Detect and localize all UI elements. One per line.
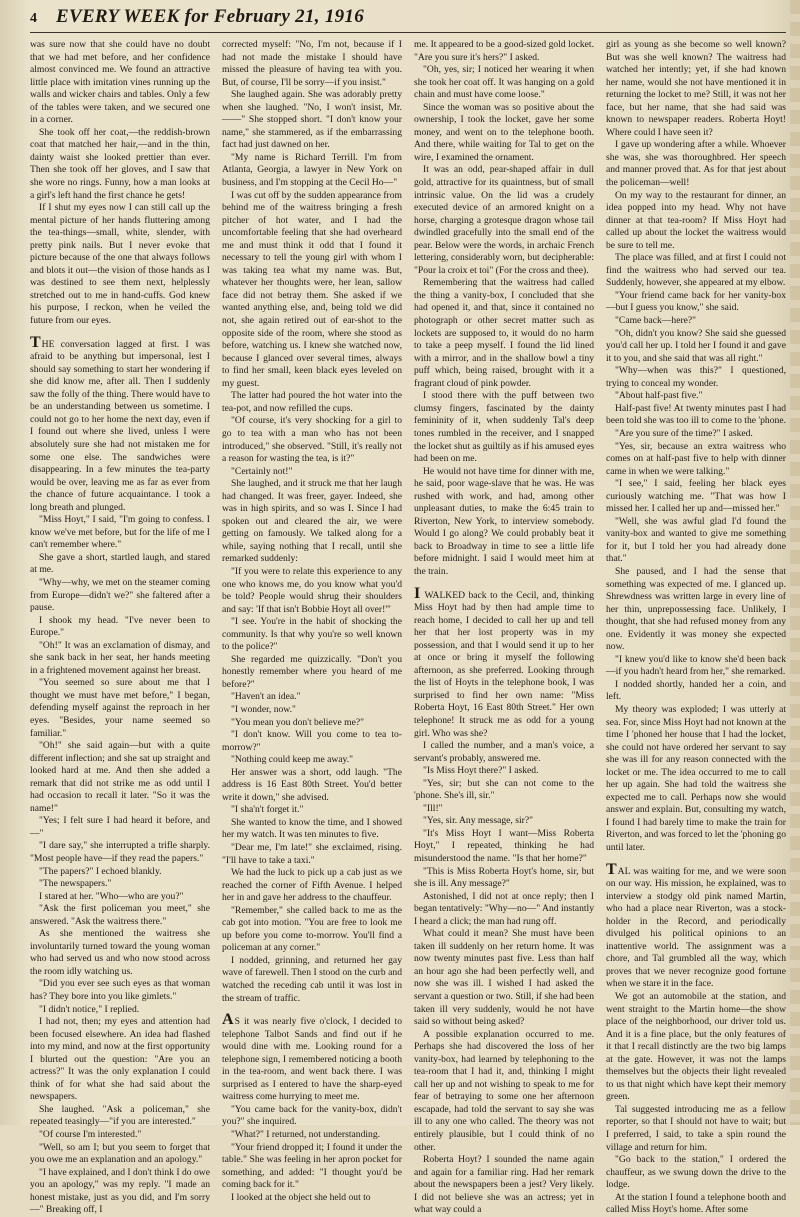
article-paragraph: It was an odd, pear-shaped affair in dull gold, attractive for its quaintness, but of small intrinsic value. On the lid was a crudely executed device of an armored knight on a horse, charging a grotesque dragon whose tail dwindled gracefully into the small end of the pear. Below were the words, in archaic French lettering, considerably worn, but decipherable: "Pour la croix et toi" (For the cross and thee). [414, 164, 594, 276]
paragraph-text: AL was waiting for me, and we were soon on our way. His mission, he explained, was to interview a stodgy old pink named Martin, who had a place near Riverton, was a stock-holder in the Record, and periodically divulged his political opinions to an inattentive world. The assignment was a chore, and Tal grumbled all the way, which proves that we never recognize good fortune when we stare it in the face. [606, 865, 786, 990]
article-paragraph: corrected myself: "No, I'm not, because if I had not made the mistake I should have missed the pleasure of having tea with you. But, of course, I'll be sorry—if you insist." [222, 39, 402, 88]
article-paragraph: She laughed, and it struck me that her laugh had changed. It was freer, gayer. Indeed, she was in high spirits, and so was I. Since I had spoken out and cleared the air, we were getting on famously. We talked along for a while, saying nothing that I recall, until she remarked suddenly: [222, 478, 402, 565]
article-paragraph: "Did you ever see such eyes as that woman has? They bore into you like gimlets." [30, 978, 210, 1003]
article-paragraph: "Came back—here?" [615, 315, 697, 327]
article-paragraph: Astonished, I did not at once reply; then I began tentatively: "Why—no—" And instantly I heard a click; the man had rung off. [414, 890, 594, 927]
article-paragraph: I nodded, grinning, and returned her gay wave of farewell. Then I stood on the curb and watched the receding cab until it was lost in the stream of traffic. [222, 954, 402, 1004]
article-paragraph: She laughed again. She was adorably pretty when she laughed. "No, I won't insist, Mr.——" She stopped short. "I don't know your name," she stammered, as if the embarrassing fact had just dawned on her. [222, 89, 402, 151]
article-paragraph: On my way to the restaurant for dinner, an idea popped into my head. Why not have dinner at that tea-room? If Miss Hoyt had called up about the locket the waitress would be sure to tell me. [606, 189, 786, 251]
torn-page-edge [790, 0, 800, 1125]
article-paragraph: "Oh, yes, sir; I noticed her wearing it when she took her coat off. It was hanging on a gold chain and must have come loose." [414, 64, 594, 101]
article-paragraph: Since the woman was so positive about the ownership, I took the locket, gave her some money, and went on to the telephone booth. And there, while waiting for Tal to get on the wire, I examined the ornament. [414, 101, 594, 163]
article-paragraph: The latter had poured the hot water into the tea-pot, and now refilled the cups. [222, 390, 402, 414]
column-3 [414, 39, 594, 1217]
article-paragraph: "It's Miss Hoyt I want—Miss Roberta Hoyt," I repeated, thinking he had misunderstood the name. "Is that her home?" [414, 827, 594, 864]
column-4 [606, 39, 786, 1217]
article-paragraph: I was cut off by the sudden appearance from behind me of the waitress bringing a fresh pitcher of hot water, and I had the uncomfortable feeling that she had overheard me and must think it odd that I found it necessary to tell the young girl with whom I was taking tea what my name was. But, whatever her thoughts were, her lean, sallow face did not betray them. She asked if we wanted anything else, and, being told we did not, she again retired out of ear-shot to the opposite side of the room, where she stood as before, watching us. I knew she watched now, because I glanced over several times, always to find her small, keen black eyes leveled on my guest. [222, 189, 402, 389]
article-paragraph: "I knew you'd like to know she'd been back—if you hadn't heard from her," she remarked. [606, 653, 786, 678]
article-paragraph: She laughed. "Ask a policeman," she repeated teasingly—"if you are interested." [30, 1103, 210, 1128]
drop-cap: T [30, 333, 41, 351]
article-paragraph: Tal suggested introducing me as a fellow reporter, so that I should not have to wait; but I preferred, I said, to take a spin round the village and return for him. [606, 1103, 786, 1153]
article-paragraph: The place was filled, and at first I could not find the waitress who had served our tea. Suddenly, however, she appeared at my elbow. [606, 252, 786, 289]
article-paragraph: "Why—why, we met on the steamer coming from Europe—didn't we?" she faltered after a pause. [30, 576, 210, 614]
article-paragraph [606, 860, 786, 991]
article-paragraph: I called the number, and a man's voice, a servant's probably, answered me. [414, 740, 594, 764]
article-paragraph: "I dare say," she interrupted a trifle sharply. "Most people have—if they read the papers." [30, 840, 210, 864]
article-paragraph: She wanted to know the time, and I showed her my watch. It was ten minutes to five. [222, 816, 402, 841]
drop-cap: A [222, 1011, 234, 1029]
article-paragraph: "Oh, didn't you know? She said she guessed you'd call her up. I told her I found it and gave it to you, and she said that was all right." [606, 327, 786, 364]
article-paragraph: "You came back for the vanity-box, didn't you?" she inquired. [222, 1103, 402, 1128]
article-paragraph: "I see. You're in the habit of shocking the community. Is that why you're so well known to the police?" [222, 616, 402, 653]
article-paragraph: "I don't know. Will you come to tea to-morrow?" [222, 729, 402, 753]
article-paragraph: My theory was exploded; I was utterly at sea. For, since Miss Hoyt had not known at the time I 'phoned her house that I had the locket, she could not have ordered her servant to say she was ill for any reason connected with the locket or me. The idea occurred to me to call her up again. She had told the waitress she expected me to call. Perhaps now she would answer and explain. But, consulting my watch, I found I had barely time to make the train for Riverton, and was forced to let the 'phoning go until later. [606, 703, 787, 853]
paragraph-text: S it was nearly five o'clock, I decided to telephone Talbot Sands and find out if he would dine with me. Looking round for a telephone sign, I remembered noticing a booth in the tea-room, and went back there. I was surprised as I entered to have the sharp-eyed waitress come hurrying to meet me. [222, 1016, 402, 1103]
article-paragraph: "The papers?" I echoed blankly. [39, 865, 162, 877]
article-paragraph: "Yes, sir, because an extra waitress who comes on at half-past five to help with dinner came in when we were talking." [606, 440, 786, 477]
article-paragraph: "Yes; I felt sure I had heard it before, and—" [30, 815, 210, 839]
article-paragraph: "This is Miss Roberta Hoyt's home, sir, but she is ill. Any message?" [414, 865, 594, 890]
article-paragraph: "You mean you don't believe me?" [231, 716, 365, 728]
article-paragraph: "Nothing could keep me away." [231, 754, 354, 766]
article-paragraph [222, 1011, 402, 1104]
article-columns [30, 39, 787, 1216]
article-paragraph: She paused, and I had the sense that something was expected of me. I glanced up. Shrewdness was written large in every line of her thin, unprepossessing face. Unlikely, I thought, that she had refused money from any one. Evidently it was money she expected now. [606, 565, 786, 653]
article-paragraph: "Your friend dropped it; I found it under the table." She was feeling in her apron pocket for something, and added: "I thought you'd be coming back for it." [222, 1141, 402, 1191]
article-paragraph: "Why—when was this?" I questioned, trying to conceal my wonder. [606, 365, 786, 389]
article-paragraph: I nodded shortly, handed her a coin, and left. [606, 678, 786, 703]
article-paragraph: I stood there with the puff between two clumsy fingers, fascinated by the dainty femininity of it, when suddenly Tal's deep tones rumbled in the receiver, and I snapped the locket shut as guiltily as if his amused eyes had been on me. [414, 390, 594, 465]
article-paragraph: was sure now that she could have no doubt that we had met before, and her confidence almost convinced me. We found an attractive little place with imitation vines running up the walls and wicker chairs and tables. Only a few of the tables were taken, and we secured one in a corner. [30, 39, 210, 126]
article-paragraph: She gave a short, startled laugh, and stared at me. [30, 551, 210, 576]
article-paragraph: "Well, she was awful glad I'd found the vanity-box and wanted to give me something for it, but I told her you had already done that." [606, 515, 786, 565]
column-2 [222, 39, 402, 1217]
article-paragraph: "The newspapers." [39, 878, 112, 890]
running-head: EVERY WEEK for February 21, 1916 [56, 6, 365, 27]
column-1 [30, 39, 210, 1217]
article-paragraph [414, 584, 594, 741]
article-paragraph: Her answer was a short, odd laugh. "The address is 16 East 80th Street. You'd better write it down," she advised. [222, 766, 402, 803]
article-paragraph: "I didn't notice," I replied. [39, 1003, 140, 1015]
article-paragraph: "I wonder, now." [231, 703, 296, 715]
drop-cap: I [414, 584, 421, 602]
article-paragraph: "Oh!" she said again—but with a quite different inflection; and she sat up straight and looked hard at me. And then she added a remark that did not strike me as odd until I had occasion to recall it later. "So it was the name!" [30, 740, 210, 814]
article-paragraph: "Certainly not!" [231, 465, 293, 477]
article-paragraph: "Miss Hoyt," I said, "I'm going to confess. I know we've met before, but for the life of me I can't remember where." [30, 514, 210, 551]
article-paragraph: "Well, so am I; but you seem to forget that you owe me an explanation and an apology." [30, 1141, 210, 1166]
article-paragraph: At the station I found a telephone booth and called Miss Hoyt's home. After some [606, 1191, 786, 1216]
article-paragraph: "Are you sure of the time?" I asked. [615, 427, 753, 439]
article-paragraph: "Yes, sir. Any message, sir?" [423, 815, 533, 827]
article-paragraph: She regarded me quizzically. "Don't you honestly remember where you heard of me before?" [222, 653, 402, 690]
page-number: 4 [30, 11, 37, 26]
article-paragraph: Half-past five! At twenty minutes past I had been told she was too ill to come to the 'phone. [606, 402, 786, 427]
paragraph-text: WALKED back to the Cecil, and, thinking Miss Hoyt had by then had ample time to reach home, I decided to call her up and tell her that her lost property was in my possession, and that I would send it up to her at once or bring it myself the following afternoon, as she preferred. Looking through the list of Hoyts in the telephone book, I was surprised to find her own name: "Miss Roberta Hoyt, 16 East 80th Street." Her own telephone! It struck me as odd for a young girl. Who was she? [414, 589, 594, 739]
article-paragraph: I stared at her. "Who—who are you?" [39, 890, 184, 902]
article-paragraph: "Oh!" It was an exclamation of dismay, and she sank back in her seat, her hands meeting in a frightened movement against her breast. [30, 639, 210, 676]
article-paragraph: Roberta Hoyt? I sounded the name again and again for a familiar ring. Had her remark about the newspapers been a jest? Very likely. I did not believe she was an actress; yet in what way could a [414, 1154, 594, 1216]
article-paragraph: I had not, then; my eyes and attention had been focused elsewhere. An idea had flashed into my mind, and now at the first opportunity I blurted out the question: "Are you an actress?" It was the only explanation I could think of for what she had said about the newspapers. [30, 1016, 210, 1103]
article-paragraph: I gave up wondering after a while. Whoever she was, she was thoroughbred. Her speech and manner proved that. As for that jest about the policeman—well! [606, 139, 786, 189]
article-paragraph: "Ill!" [423, 802, 443, 814]
article-paragraph: What could it mean? She must have been taken ill suddenly on her return home. It was now twenty minutes past five. Less than half an hour ago she had been perfectly well, and now she was ill. I wished I had asked the servant a question or two. Still, if she had been taken ill very suddenly, would he not have said so without being asked? [414, 928, 594, 1028]
article-paragraph: Remembering that the waitress had called the thing a vanity-box, I concluded that she had opened it, and that, since it contained no photograph or other secret matter such as lockets are supposed to, it would do no harm to take a peep myself. I found the lid lined with a mirror, and in the shallow bowl a tiny puff which, being raised, brought with it a fragrant cloud of pink powder. [414, 277, 594, 389]
article-paragraph: "Go back to the station," I ordered the chauffeur, as we swung down the drive to the lodge. [606, 1154, 786, 1191]
article-paragraph: "Ask the first policeman you meet," she answered. "Ask the waitress there." [30, 903, 210, 927]
article-paragraph [30, 333, 210, 515]
article-paragraph: We got an automobile at the station, and went straight to the Martin home—the show place of the neighborhood, our driver told us. And it is a fine place, but the only features of it that I recall distinctly are the two big lamps at the gate. However, it was not the lamps themselves but the objects their light revealed to us that night which have kept their memory green. [606, 991, 786, 1103]
article-paragraph: "What?" I returned, not understanding. [231, 1129, 381, 1141]
article-paragraph: She took off her coat,—the reddish-brown coat that matched her hair,—and in the thin, dainty waist she looked prettier than ever. Then she took off her gloves, and I saw that she wore no rings. Funny, how a man looks at a girl's left hand the first chance he gets! [30, 126, 210, 201]
article-paragraph: me. It appeared to be a good-sized gold locket. "Are you sure it's hers?" I asked. [414, 39, 594, 63]
article-paragraph: I looked at the object she held out to [231, 1191, 371, 1203]
article-paragraph: "My name is Richard Terrill. I'm from Atlanta, Georgia, a lawyer in New York on business, and I'm stopping at the Cecil Ho—" [222, 151, 402, 189]
paragraph-text: HE conversation lagged at first. I was afraid to be anything but impersonal, lest I should say something to start her wondering if she did know me, after all. Then I suddenly saw the folly of the thing. There would have to be an understanding between us sometime. I could not go to her home the next day, even if I found out where she lived, unless I were absolutely sure she had not mistaken me for some one else. The sandwiches were disappearing. In a few minutes the tea-party would be over, leaving me as far as ever from the chance of future acquaintance. I took a long breath and plunged. [30, 338, 210, 513]
article-paragraph: A possible explanation occurred to me. Perhaps she had discovered the loss of her vanity-box, had learned by telephoning to the tea-room that I had it, and, thinking I might call her up and not wishing to speak to me for fear of betraying to some one her afternoon escapade, had told the servant to say she was ill to any one who called. The theory was not entirely plausible, but I could think of no other. [414, 1028, 594, 1153]
article-paragraph: "I have explained, and I don't think I do owe you an apology," was my reply. "I made an honest mistake, just as you did, and I'm sorry—" Breaking off, I [30, 1166, 210, 1216]
article-paragraph: "Remember," she called back to me as the cab got into motion. "You are free to look me up before you come to-morrow. You'll find a policeman at any corner." [222, 904, 402, 954]
drop-cap: T [606, 860, 617, 878]
article-paragraph: "I see," I said, feeling her black eyes curiously watching me. "That was how I missed her. I called her up and—missed her." [606, 478, 786, 515]
article-paragraph: "You seemed so sure about me that I thought we must have met before," I began, defending myself against the reproach in her eyes. "Besides, your name seemed so familiar." [30, 677, 210, 739]
article-paragraph: "Is Miss Hoyt there?" I asked. [423, 765, 539, 777]
article-paragraph: "Yes, sir; but she can not come to the 'phone. She's ill, sir." [414, 777, 594, 802]
article-paragraph: If I shut my eyes now I can still call up the mental picture of her hands fluttering among the tea-things—small, white, slender, with pretty pink nails. But I never evoke that picture because of the one that always follows and blots it out—the vision of those hands as I was destined to see them next, helplessly stretched out to me in hand-cuffs. God knew his purpose, I reckon, when he veiled the future from our eyes. [30, 202, 210, 327]
article-paragraph: "Of course, it's very shocking for a girl to go to tea with a man who has not been introduced," she observed. "Still, it's really not a reason for wasting the tea, is it?" [222, 415, 402, 465]
article-paragraph: "Of course I'm interested." [39, 1129, 142, 1141]
article-paragraph: "If you were to relate this experience to any one who knows me, do you know what you'd be told? People would shrug their shoulders and say: 'If that isn't Bobbie Hoyt all over!'" [222, 565, 402, 615]
article-paragraph: We had the luck to pick up a cab just as we reached the corner of Fifth Avenue. I helped her in and gave her address to the chauffeur. [222, 867, 402, 904]
article-paragraph: "Your friend came back for her vanity-box—but I guess you know," she said. [606, 289, 786, 314]
article-paragraph: girl as young as she become so well known? But was she well known? The waitress had watched her intently; yet, if she had known her name, would she not have mentioned it in returning the locket to me? Still, it was not her face, but her name, that she had said was known to newspaper readers. Roberta Hoyt! Where could I have seen it? [606, 39, 786, 138]
article-paragraph: "Haven't an idea." [231, 691, 301, 703]
article-paragraph: "I sha'n't forget it." [231, 804, 304, 816]
article-paragraph: "Dear me, I'm late!" she exclaimed, rising. "I'll have to take a taxi." [222, 842, 402, 866]
header-rule [30, 32, 786, 33]
article-paragraph: As she mentioned the waitress she involuntarily turned toward the young woman who had served us and who now stood across the room idly watching us. [30, 928, 210, 977]
article-paragraph: "About half-past five." [615, 390, 703, 402]
page-header [30, 6, 786, 30]
article-paragraph: He would not have time for dinner with me, he said, poor wage-slave that he was. He was rushed with work, and had, among other unpleasant duties, to make the 6:45 train to Riverton, New York, to interview somebody. Would I go along? We could probably beat it back to Broadway in time to see a little life before midnight. I said I would meet him at the train. [414, 465, 594, 577]
article-paragraph: I shook my head. "I've never been to Europe." [30, 614, 210, 639]
